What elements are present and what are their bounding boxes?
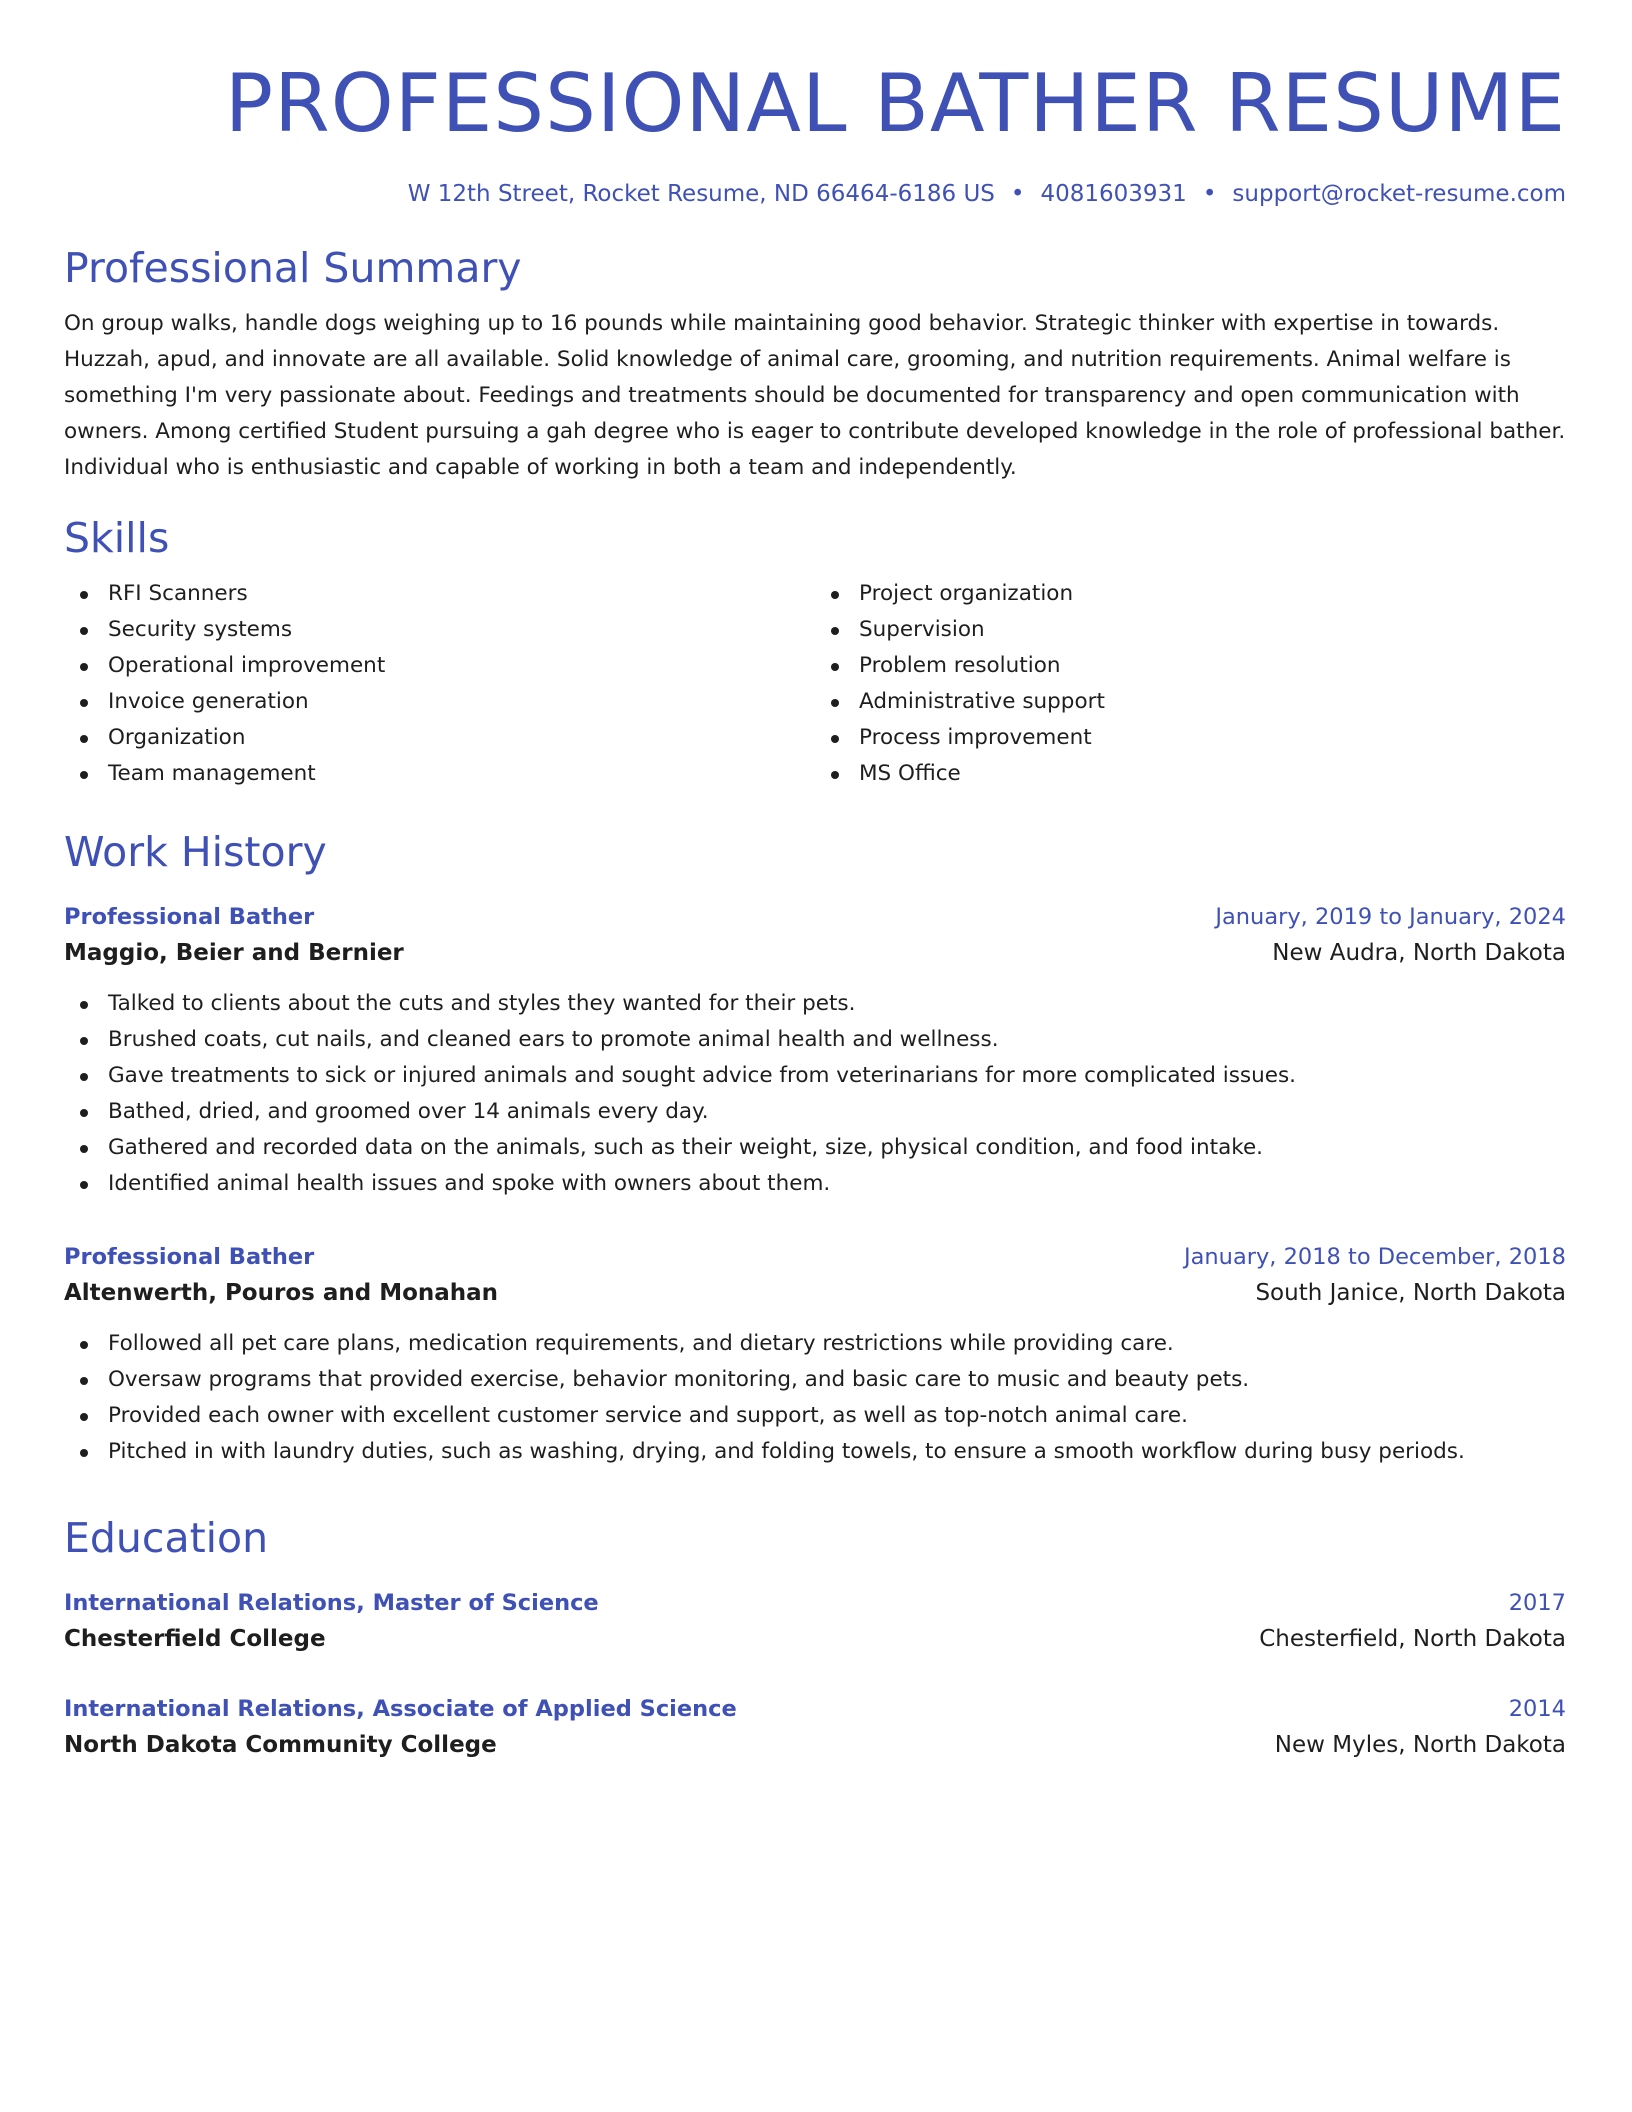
skill-item: Project organization [859, 576, 1566, 612]
job-bullets [64, 1326, 1566, 1470]
education-year: 2014 [1508, 1696, 1566, 1722]
job-bullet: Gave treatments to sick or injured animals and sought advice from veterinarians for more complicated issues. [108, 1058, 1566, 1094]
contact-line [64, 178, 1566, 210]
job-header-row [64, 900, 1566, 934]
skills-list-right [815, 576, 1566, 792]
skill-item: Supervision [859, 612, 1566, 648]
contact-email[interactable]: support@rocket-resume.com [1232, 181, 1566, 207]
skill-item: Operational improvement [108, 648, 815, 684]
skills-list-left [64, 576, 815, 792]
job-bullet: Identified animal health issues and spoke with owners about them. [108, 1166, 1566, 1202]
education-school: North Dakota Community College [64, 1732, 497, 1758]
education-header-row [64, 1586, 1566, 1620]
skill-item: Administrative support [859, 684, 1566, 720]
job-location: South Janice, North Dakota [1255, 1280, 1566, 1306]
section-title-education: Education [64, 1514, 269, 1562]
resume-title: PROFESSIONAL BATHER RESUME [224, 57, 1566, 150]
education-header-row [64, 1692, 1566, 1726]
skill-item: Team management [108, 756, 815, 792]
skill-item: RFI Scanners [108, 576, 815, 612]
job-bullet: Gathered and recorded data on the animals, such as their weight, size, physical condition, and food intake. [108, 1130, 1566, 1166]
skill-item: Invoice generation [108, 684, 815, 720]
job-company-row [64, 934, 1566, 972]
job-bullets [64, 986, 1566, 1202]
job-bullet: Oversaw programs that provided exercise, behavior monitoring, and basic care to music and beauty pets. [108, 1362, 1566, 1398]
education-school-row [64, 1620, 1566, 1658]
education-location: New Myles, North Dakota [1274, 1732, 1566, 1758]
education-degree: International Relations, Master of Science [64, 1590, 599, 1616]
job-bullet: Brushed coats, cut nails, and cleaned ears to promote animal health and wellness. [108, 1022, 1566, 1058]
summary-text: On group walks, handle dogs weighing up to 16 pounds while maintaining good behavior. Strategic thinker with expertise in towards. Huzzah, apud, and innovate are all available. Solid knowledge of animal care, grooming, and nutrition requirements. Animal welfare is something I'm very passionate about. Feedings and treatments should be documented for transparency and open communication with owners. Among certified Student pursuing a gah degree who is eager to contribute developed knowledge in the role of professional bather. Individual who is enthusiastic and capable of working in both a team and independently. [64, 311, 1566, 480]
section-title-skills: Skills [64, 514, 170, 562]
job-location: New Audra, North Dakota [1272, 940, 1566, 966]
job-role: Professional Bather [64, 904, 315, 930]
skill-item: Organization [108, 720, 815, 756]
job-dates: January, 2018 to December, 2018 [1184, 1244, 1566, 1270]
job-entry [64, 900, 1566, 1202]
education-school: Chesterfield College [64, 1626, 326, 1652]
job-company-row [64, 1274, 1566, 1312]
job-bullet: Talked to clients about the cuts and styles they wanted for their pets. [108, 986, 1566, 1022]
contact-separator: • [1202, 181, 1217, 207]
education-entry [64, 1692, 1566, 1764]
job-bullet: Pitched in with laundry duties, such as washing, drying, and folding towels, to ensure a smooth workflow during busy periods. [108, 1434, 1566, 1470]
resume-page [64, 0, 1566, 1764]
skill-item: Problem resolution [859, 648, 1566, 684]
skill-item: MS Office [859, 756, 1566, 792]
skills-grid [64, 576, 1566, 792]
job-bullet: Bathed, dried, and groomed over 14 animals every day. [108, 1094, 1566, 1130]
job-bullet: Provided each owner with excellent customer service and support, as well as top-notch animal care. [108, 1398, 1566, 1434]
section-title-work-history: Work History [64, 828, 327, 876]
job-entry [64, 1240, 1566, 1470]
job-role: Professional Bather [64, 1244, 315, 1270]
contact-address: W 12th Street, Rocket Resume, ND 66464-6186 US [407, 181, 995, 207]
job-company: Maggio, Beier and Bernier [64, 940, 404, 966]
contact-separator: • [1010, 181, 1025, 207]
skill-item: Process improvement [859, 720, 1566, 756]
education-degree: International Relations, Associate of Applied Science [64, 1696, 737, 1722]
section-title-summary: Professional Summary [64, 244, 522, 292]
job-bullet: Followed all pet care plans, medication requirements, and dietary restrictions while providing care. [108, 1326, 1566, 1362]
education-year: 2017 [1508, 1590, 1566, 1616]
job-company: Altenwerth, Pouros and Monahan [64, 1280, 499, 1306]
skill-item: Security systems [108, 612, 815, 648]
education-entry [64, 1586, 1566, 1658]
contact-phone[interactable]: 4081603931 [1040, 181, 1187, 207]
education-school-row [64, 1726, 1566, 1764]
job-dates: January, 2019 to January, 2024 [1215, 904, 1566, 930]
job-header-row [64, 1240, 1566, 1274]
education-location: Chesterfield, North Dakota [1259, 1626, 1566, 1652]
